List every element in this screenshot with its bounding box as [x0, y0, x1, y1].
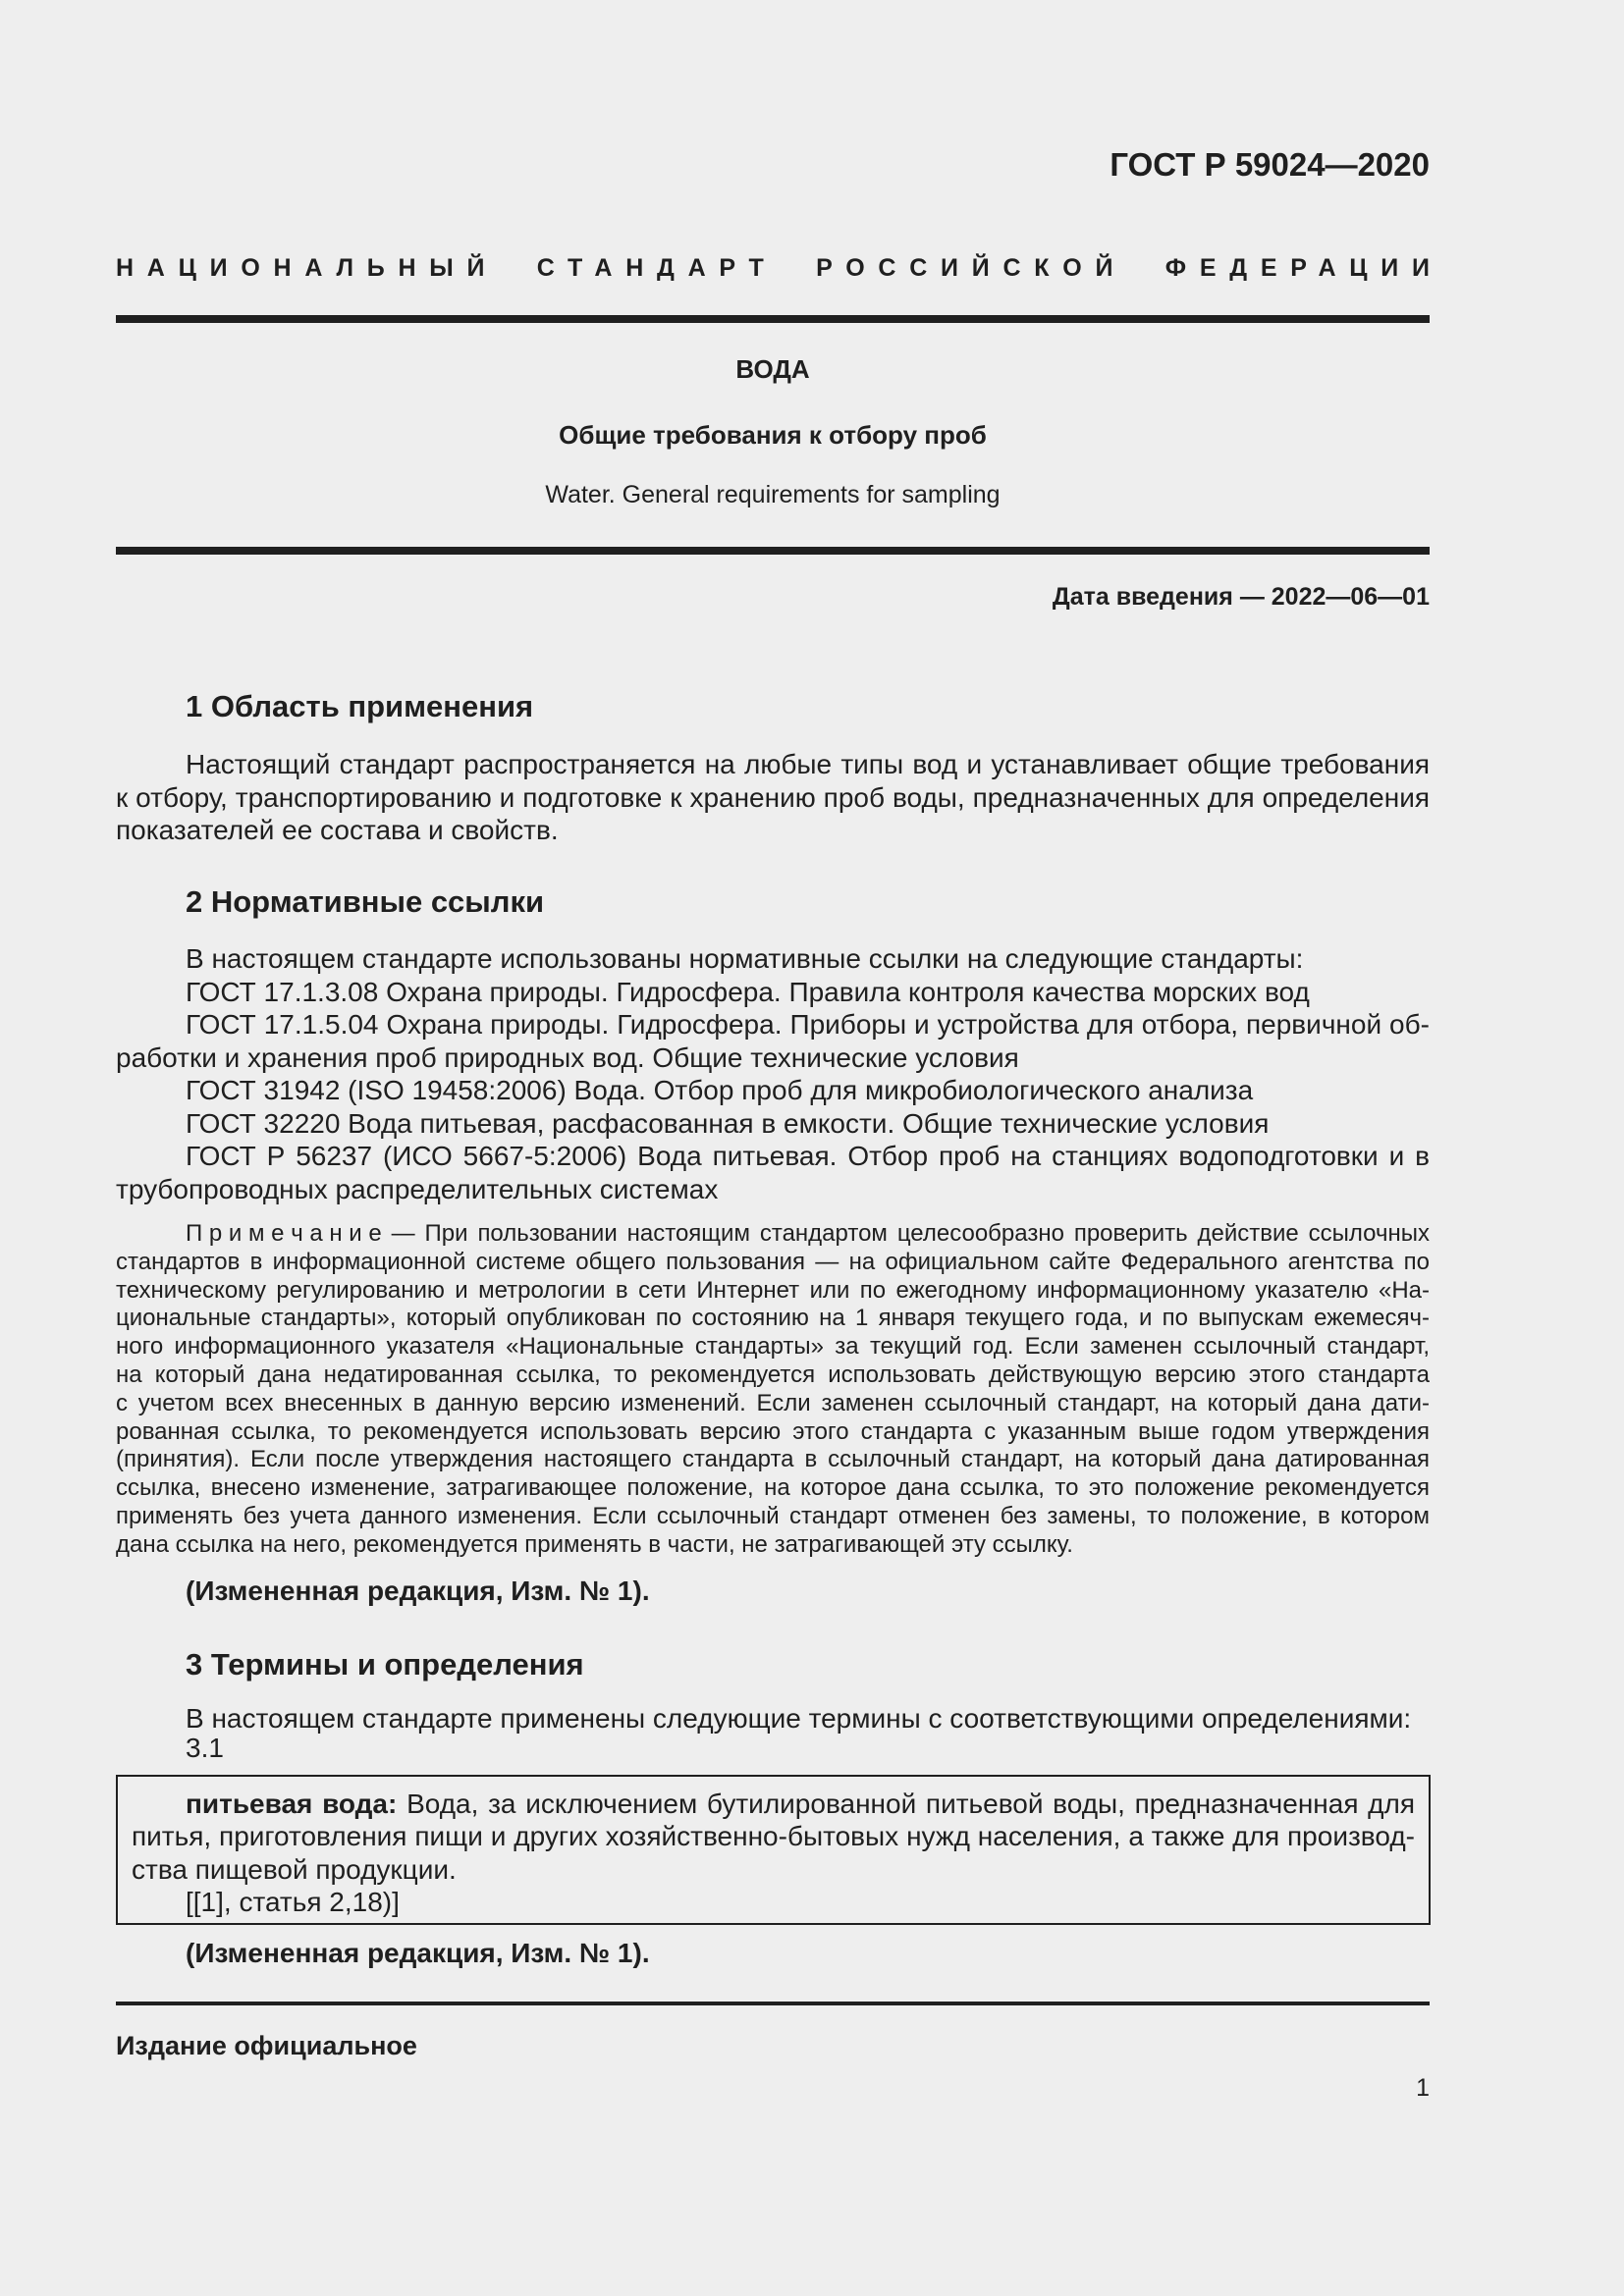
note-line: стандартов в информационной системе общего пользования — на официальном сайте Федерального агентства по — [116, 1248, 1430, 1275]
page-number: 1 — [1416, 2074, 1430, 2102]
definition-line — [132, 1788, 1415, 1820]
official-edition-label: Издание официальное — [116, 2031, 417, 2060]
reference-line: ГОСТ 17.1.5.04 Охрана природы. Гидросфера. Приборы и устройства для отбора, первичной об- — [186, 1009, 1430, 1040]
note-line: (принятия). Если после утверждения настоящего стандарта в ссылочный стандарт, на который дана датированная — [116, 1446, 1430, 1473]
section-1-paragraph — [116, 748, 1430, 847]
note-line: применять без учета данного изменения. Если ссылочный стандарт отменен без замены, то положение, в котором — [116, 1502, 1430, 1529]
definition-line: питья, приготовления пищи и других хозяйственно-бытовых нужд населения, а также для производ- — [132, 1821, 1415, 1852]
reference-line: ГОСТ 17.1.3.08 Охрана природы. Гидросфера. Правила контроля качества морских вод — [186, 976, 1310, 1007]
section-heading: 3 Термины и определения — [186, 1647, 584, 1682]
term-name: питьевая вода: — [186, 1789, 398, 1819]
text-line: к отбору, транспортированию и подготовке к хранению проб воды, предназначенных для определения — [116, 781, 1430, 813]
term-definition-box — [116, 1775, 1431, 1925]
note-line: ссылка, внесено изменение, затрагивающее положение, на которое дана ссылка, то это положение рекомендуется — [116, 1474, 1430, 1502]
document-title: ВОДА — [735, 354, 810, 384]
text-line: В настоящем стандарте использованы нормативные ссылки на следующие стандарты: — [186, 943, 1304, 974]
reference-line: ГОСТ 31942 (ISO 19458:2006) Вода. Отбор проб для микробиологического анализа — [186, 1075, 1254, 1105]
text-line: В настоящем стандарте применены следующие термины с соответствующими определениями: — [186, 1703, 1412, 1734]
amendment-note: (Измененная редакция, Изм. № 1). — [186, 1575, 650, 1606]
note-line — [116, 1220, 1430, 1249]
text-line: Настоящий стандарт распространяется на любые типы вод и устанавливает общие требования — [186, 749, 1430, 779]
reference-line: ГОСТ Р 56237 (ИСО 5667-5:2006) Вода питьевая. Отбор проб на станциях водоподготовки и в — [186, 1141, 1430, 1171]
reference-line: трубопроводных распределительных системах — [116, 1173, 719, 1204]
horizontal-rule — [116, 547, 1430, 555]
note-line: циональные стандарты», который опубликован по состоянию на 1 января текущего года, и по выпускам ежемесяч- — [116, 1305, 1430, 1332]
document-designation: ГОСТ Р 59024—2020 — [1110, 146, 1430, 183]
section-heading: 2 Нормативные ссылки — [186, 884, 545, 919]
note-line: рованная ссылка, то рекомендуется использовать версию этого стандарта с указанным выше годом утверждения — [116, 1417, 1430, 1445]
note-label: П р и м е ч а н и е — [186, 1220, 382, 1247]
text-line: показателей ее состава и свойств. — [116, 815, 559, 845]
effective-date: Дата введения — 2022—06—01 — [1052, 583, 1430, 611]
section-heading: 1 Область применения — [186, 689, 534, 723]
amendment-note: (Измененная редакция, Изм. № 1). — [186, 1938, 650, 1968]
reference-line: ГОСТ 32220 Вода питьевая, расфасованная в емкости. Общие технические условия — [186, 1107, 1270, 1139]
definition-text: Вода, за исключением бутилированной питьевой воды, предназначенная для — [406, 1789, 1416, 1819]
note-line: с учетом всех внесенных в данную версию изменений. Если заменен ссылочный стандарт, на который дана дати- — [116, 1389, 1430, 1416]
note-text: — При пользовании настоящим стандартом целесообразно проверить действие ссылочных — [391, 1220, 1431, 1247]
english-title: Water. General requirements for sampling — [545, 481, 1001, 508]
definition-source: [[1], статья 2,18)] — [186, 1886, 400, 1917]
horizontal-rule — [116, 315, 1430, 323]
note-line: техническому регулированию и метрологии в сети Интернет или по ежегодному информационному указателю «На- — [116, 1276, 1430, 1304]
standard-category: НАЦИОНАЛЬНЫЙ СТАНДАРТ РОССИЙСКОЙ ФЕДЕРАЦИИ — [116, 254, 1443, 282]
term-number: 3.1 — [186, 1733, 224, 1763]
note-line: ного информационного указателя «Национальные стандарты» за текущий год. Если заменен ссылочный стандарт, — [116, 1333, 1430, 1361]
note-line: дана ссылка на него, рекомендуется применять в части, не затрагивающей эту ссылку. — [116, 1530, 1073, 1558]
note-block — [116, 1220, 1430, 1560]
definition-line: ства пищевой продукции. — [132, 1853, 457, 1885]
note-line: на который дана недатированная ссылка, то рекомендуется использовать действующую версию этого стандарта — [116, 1361, 1430, 1388]
document-subtitle: Общие требования к отбору проб — [559, 420, 987, 450]
reference-line: работки и хранения проб природных вод. Общие технические условия — [116, 1041, 1019, 1073]
horizontal-rule — [116, 2002, 1430, 2005]
normative-references — [116, 942, 1430, 1205]
